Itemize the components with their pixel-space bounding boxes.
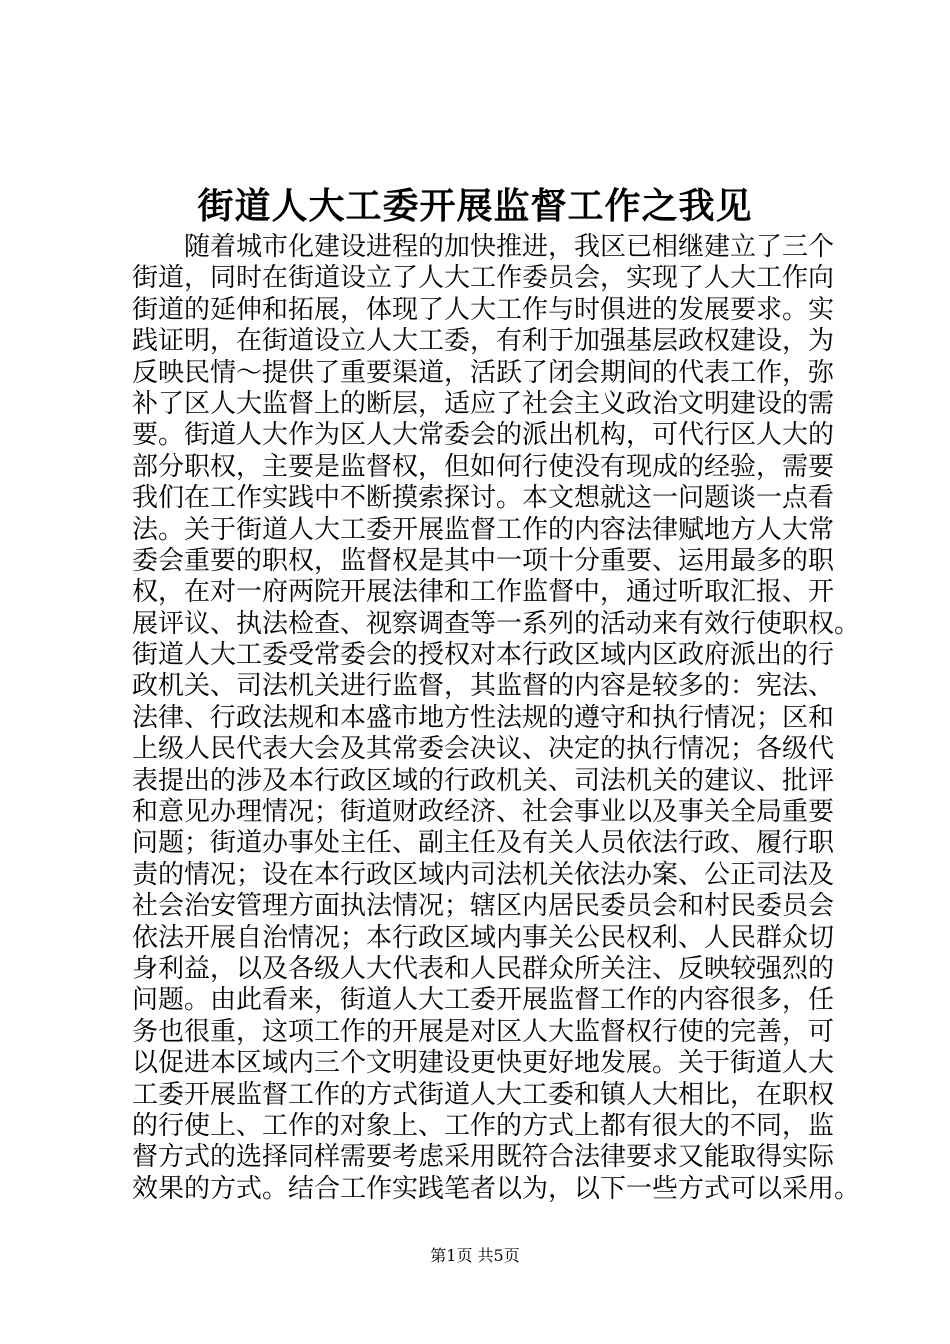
body-line: 督方式的选择同样需要考虑采用既符合法律要求又能取得实际 [132,1142,835,1173]
body-line: 效果的方式。结合工作实践笔者以为，以下一些方式可以采用。 [132,1173,861,1204]
body-line: 社会治安管理方面执法情况；辖区内居民委员会和村民委员会 [132,891,835,922]
body-line: 问题；街道办事处主任、副主任及有关人员依法行政、履行职 [132,828,835,859]
body-line: 补了区人大监督上的断层，适应了社会主义政治文明建设的需 [132,388,835,419]
body-line: 法。关于街道人大工委开展监督工作的内容法律赋地方人大常 [132,514,835,545]
body-line: 街道的延伸和拓展，体现了人大工作与时俱进的发展要求。实 [132,294,835,325]
body-line: 务也很重，这项工作的开展是对区人大监督权行使的完善，可 [132,1016,835,1047]
body-line: 要。街道人大作为区人大常委会的派出机构，可代行区人大的 [132,420,835,451]
body-line: 反映民情～提供了重要渠道，活跃了闭会期间的代表工作，弥 [132,357,835,388]
body-line: 工委开展监督工作的方式街道人大工委和镇人大相比，在职权 [132,1079,835,1110]
body-line: 委会重要的职权，监督权是其中一项十分重要、运用最多的职 [132,545,835,576]
document-title: 街道人大工委开展监督工作之我见 [197,185,753,227]
body-line: 部分职权，主要是监督权，但如何行使没有现成的经验，需要 [132,451,835,482]
body-line: 表提出的涉及本行政区域的行政机关、司法机关的建议、批评 [132,765,835,796]
body-line: 街道，同时在街道设立了人大工作委员会，实现了人大工作向 [132,263,835,294]
body-line: 依法开展自治情况；本行政区域内事关公民权利、人民群众切 [132,922,835,953]
body-line: 展评议、执法检查、视察调查等一系列的活动来有效行使职权。 [132,608,861,639]
body-line: 上级人民代表大会及其常委会决议、决定的执行情况；各级代 [132,734,835,765]
body-line: 以促进本区域内三个文明建设更快更好地发展。关于街道人大 [132,1048,835,1079]
document-body [132,232,861,1205]
body-line: 的行使上、工作的对象上、工作的方式上都有很大的不同，监 [132,1110,835,1141]
body-line: 政机关、司法机关进行监督，其监督的内容是较多的：宪法、 [132,671,835,702]
body-line: 权，在对一府两院开展法律和工作监督中，通过听取汇报、开 [132,577,835,608]
body-line: 我们在工作实践中不断摸索探讨。本文想就这一问题谈一点看 [132,483,835,514]
body-line: 践证明，在街道设立人大工委，有利于加强基层政权建设，为 [132,326,835,357]
body-line: 随着城市化建设进程的加快推进，我区已相继建立了三个 [184,232,835,262]
body-line: 问题。由此看来，街道人大工委开展监督工作的内容很多，任 [132,985,835,1016]
body-line: 责的情况；设在本行政区域内司法机关依法办案、公正司法及 [132,859,835,890]
page-footer: 第1页 共5页 [430,1246,520,1265]
body-line: 和意见办理情况；街道财政经济、社会事业以及事关全局重要 [132,797,835,828]
body-line: 身利益，以及各级人大代表和人民群众所关注、反映较强烈的 [132,953,835,984]
body-line: 法律、行政法规和本盛市地方性法规的遵守和执行情况；区和 [132,702,835,733]
body-line: 街道人大工委受常委会的授权对本行政区域内区政府派出的行 [132,640,835,671]
